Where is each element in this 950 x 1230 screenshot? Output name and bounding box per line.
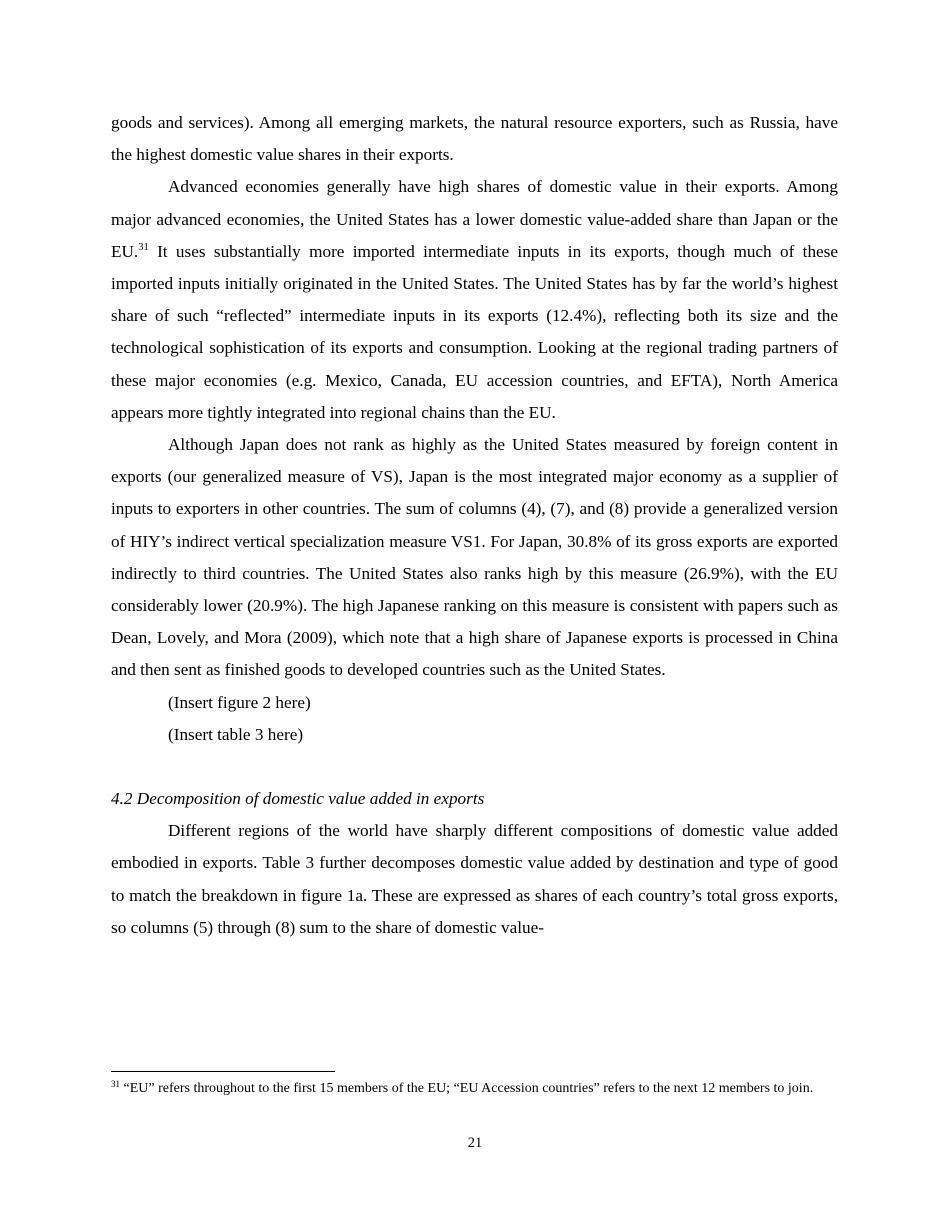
paragraph-decomposition: Different regions of the world have sharply different compositions of domestic value added embodied in exports. Table 3 further decomposes domestic value added by destination and type of good to match the breakdown in figure 1a. These are expressed as shares of each country’s total gross exports, so columns (5) through (8) sum to the share of domestic value- <box>111 821 838 937</box>
paragraph-advanced-economies <box>111 171 838 429</box>
section-heading: 4.2 Decomposition of domestic value added in exports <box>111 789 485 809</box>
footnote-number: 31 <box>111 1079 120 1089</box>
footnote-reference[interactable]: 31 <box>138 241 149 253</box>
paragraph-text: Advanced economies generally have high shares of domestic value in their exports. Among major advanced economies, the United States has a lower domestic value-added share than Japan or the EU. <box>111 177 838 261</box>
insert-table-note: (Insert table 3 here) <box>168 724 304 744</box>
insert-figure-note: (Insert figure 2 here) <box>168 692 311 712</box>
paragraph-japan: Although Japan does not rank as highly as the United States measured by foreign content in exports (our generalized measure of VS), Japan is the most integrated major economy as a supplier of inputs to exporters in other countries. The sum of columns (4), (7), and (8) provide a generalized version of HIY’s indirect vertical specialization measure VS1. For Japan, 30.8% of its gross exports are exported indirectly to third countries. The United States also ranks high by this measure (26.9%), with the EU considerably lower (20.9%). The high Japanese ranking on this measure is consistent with papers such as Dean, Lovely, and Mora (2009), which note that a high share of Japanese exports is processed in China and then sent as finished goods to developed countries such as the United States. <box>111 435 838 680</box>
footnote-divider <box>111 1071 335 1072</box>
footnote-text: “EU” refers throughout to the first 15 members of the EU; “EU Accession countries” refers to the next 12 members to join. <box>120 1081 814 1096</box>
paragraph-continued: goods and services). Among all emerging markets, the natural resource exporters, such as Russia, have the highest domestic value shares in their exports. <box>111 113 838 165</box>
page-number: 21 <box>467 1135 483 1151</box>
footnote <box>111 1080 838 1098</box>
paragraph-text: It uses substantially more imported intermediate inputs in its exports, though much of these imported inputs initially originated in the United States. The United States has by far the world’s highest share of such “reflected” intermediate inputs in its exports (12.4%), reflecting both its size and the technological sophistication of its exports and consumption. Looking at the regional trading partners of these major economies (e.g. Mexico, Canada, EU accession countries, and EFTA), North America appears more tightly integrated into regional chains than the EU. <box>111 241 838 422</box>
page-body <box>111 107 838 944</box>
